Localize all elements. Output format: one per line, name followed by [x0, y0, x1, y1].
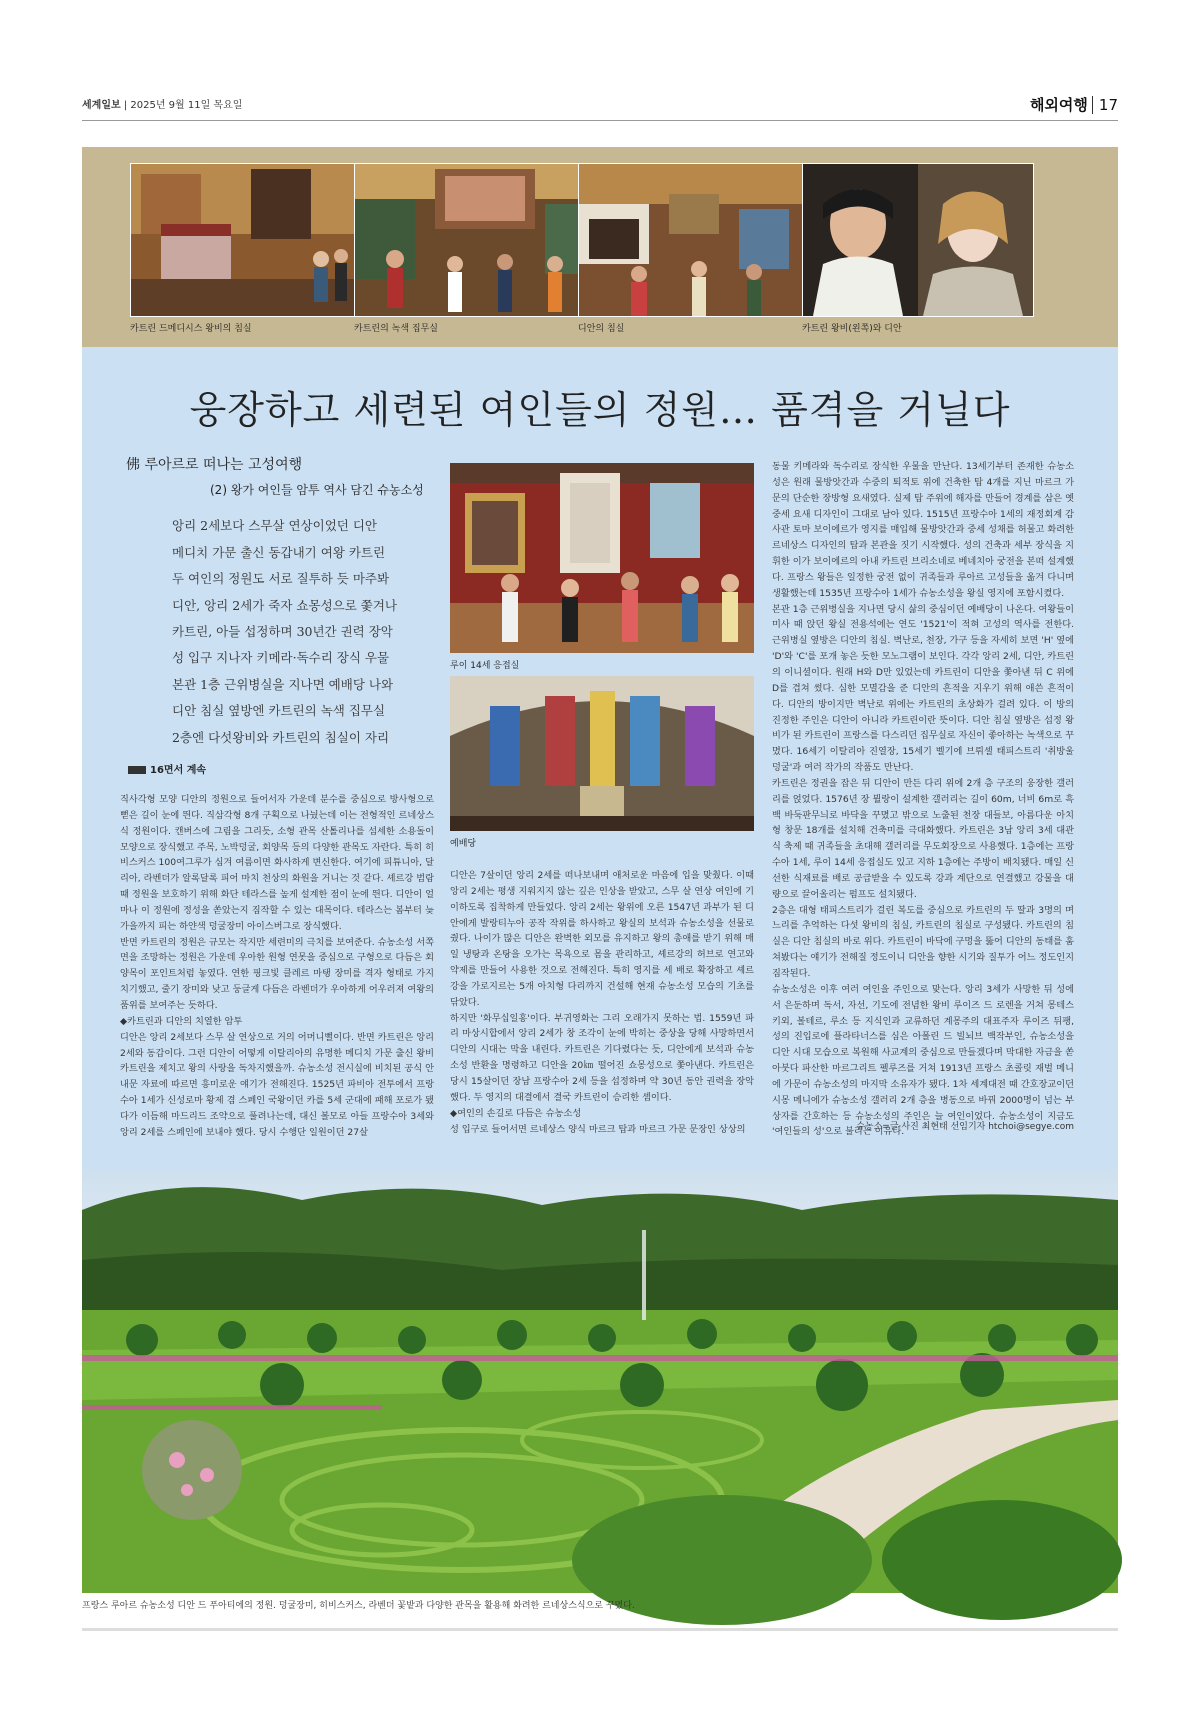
lead-line: 앙리 2세보다 스무살 연상이었던 디안	[172, 518, 377, 533]
caption-photo-3: 디안의 침실	[578, 324, 625, 334]
lead-line: 디안 침실 옆방엔 카트린의 녹색 집무실	[172, 703, 386, 718]
garden-caption: 프랑스 루아르 슈농소성 디안 드 푸아티에의 정원. 덩굴장미, 히비스커스, 라벤더 꽃밭과 다양한 관목을 활용해 화려한 르네상스식으로 꾸몄다.	[82, 1601, 635, 1611]
continued-label: 16면서 계속	[150, 765, 207, 776]
byline: 슈농소=글·사진 최현태 선임기자 htchoi@segye.com	[856, 1122, 1074, 1132]
bottom-rule	[82, 1628, 1118, 1631]
lead-line: 성 입구 지나자 키메라·독수리 장식 우물	[172, 650, 390, 665]
body-column-2: 디안은 7살이던 앙리 2세를 떠나보내며 애처로운 마음에 입을 맞췄다. 이때 앙리 2세는 평생 지워지지 않는 깊은 인상을 받았고, 스무 살 연상 여인에 기이하도록 집착하게 만들었다. 앙리 2세는 왕위에 오른 1547년 과부가 된 디안에게 발랑티누아 공작 작위를 하사하고 왕실의 보석과 슈농소성을 선물로 줬다. 나이가 많은 디안은 완벽한 외모를 유지하고 왕의 총애를 받기 위해 매일 냉탕과 온탕을 오가는 목욕으로 몸을 관리하고, 셰르강의 허브로 연고와 약제를 만들어 사용한 것으로 전해진다. 특히 영지를 세 배로 확장하고 셰르강을 가로지르는 5개 아치형 다리까지 건설해 현재 슈농소성 모습의 기초를 닦았다. 하지만 '화무십일홍'이다. 부귀영화는 그리 오래가지 못하는 법. 1559년 파리 마상시합에서 앙리 2세가 창 조각이 눈에 박히는 중상을 당해 사망하면서 디안의 시대는 막을 내린다. 카트린은 기다렸다는 듯, 디안에게 보석과 슈농소성 반환을 명령하고 디안을 20㎞ 떨어진 쇼몽성으로 쫓아낸다. 카트린은 당시 15살이던 장남 프랑수아 2세 등을 섭정하며 약 30년 동안 권력을 장악했다. 두 영지의 대결에서 결국 카트린이 승리한 셈이다. ◆여인의 손길로 다듬은 슈농소성 성 입구로 들어서면 르네상스 양식 마르크 탑과 마르크 가문 문장인 상상의	[450, 870, 754, 1135]
photo-chapel	[450, 676, 754, 831]
lead-line: 두 여인의 정원도 서로 질투하 듯 마주봐	[172, 571, 390, 586]
section-label	[1030, 94, 1118, 115]
photo-green-office	[354, 163, 586, 317]
page-number: 17	[1092, 96, 1118, 114]
caption-photo-4: 카트린 왕비(왼쪽)와 디안	[802, 324, 902, 334]
arrow-icon	[128, 766, 146, 774]
lead-block-1	[172, 513, 397, 646]
paper-name: 세계일보	[82, 100, 121, 111]
masthead	[82, 96, 242, 111]
caption-mid-photo-1: 루이 14세 응접실	[450, 661, 520, 671]
continued-note	[128, 761, 206, 776]
photo-diane-bedroom	[578, 163, 810, 317]
top-photo-band	[82, 147, 1118, 347]
caption-mid-photo-2: 예배당	[450, 839, 477, 849]
photo-catherine-bedroom	[130, 163, 362, 317]
body-column-3: 동물 키메라와 독수리로 장식한 우물을 만난다. 13세기부터 존재한 슈농소성은 원래 물방앗간과 수중의 퇴적토 위에 건축한 탑 4개를 지닌 마르크 가문의 단순한 장방형 요새였다. 실제 탑 주위에 해자를 만들어 경계를 삼은 옛 중세 요새 디자인이 그대로 남아 있다. 1515년 프랑수아 1세의 재정회계 감사관 토마 보이에르가 영지를 매입해 물방앗간과 중세 성채를 허물고 화려한 르네상스 디자인의 탑과 본관을 짓기 시작했다. 성의 건축과 세부 장식을 지휘한 이가 보이에르의 아내 카트린 브리소네로 베네치아 궁전을 본떠 설계했다. 프랑스 왕들은 일정한 궁전 없이 귀족들과 루아르 고성들을 옮겨 다니며 생활했는데 1535년 프랑수아 1세가 슈농소성을 왕실 영지에 포함시켰다. 본관 1층 근위병실을 지나면 당시 삶의 중심이던 예배당이 나온다. 여왕들이 미사 때 앉던 왕실 전용석에는 연도 '1521'이 적혀 고성의 역사를 전한다. 근위병실 옆방은 디안의 침실. 벽난로, 천장, 가구 등을 자세히 보면 'H' 옆에 'D'와 'C'를 포개 놓은 듯한 모노그램이 보인다. 각각 앙리 2세, 디안, 카트린의 이니셜이다. 원래 H와 D만 있었는데 카트린이 디안을 쫓아낸 뒤 C 위에 D를 겹쳐 썼다. 심한 모멸감을 준 디안의 흔적을 지우기 위해 애쓴 흔적이다. 디안의 방이지만 벽난로 위에는 카트린의 초상화가 걸려 있다. 이 방의 진정한 주인은 디안이 아니라 카트린이란 뜻이다. 디안 침실 옆방은 섭정 왕비가 된 카트린이 프랑스를 다스리던 집무실로 자신이 좋아하는 녹색으로 꾸몄다. 16세기 이탈리아 진열장, 15세기 벨기에 브뤼셀 태피스트리 '취방울덩굴'과 여러 작가의 작품도 만난다. 카트린은 정권을 잡은 뒤 디안이 만든 다리 위에 2개 층 구조의 웅장한 갤러리를 얹었다. 1576년 장 뷜랑이 설계한 갤러리는 길이 60m, 너비 6m로 흑백 바둑판무늬로 바닥을 꾸몄고 밖으로 노출된 천장 대들보, 아름다운 아치형 창문 18개를 설치해 건축미를 극대화했다. 카트린은 3남 앙리 3세 대관식 축제 때 귀족들을 초대해 갤러리를 무도회장으로 사용했다. 1층에는 프랑수아 1세, 루이 14세 응접실도 있고 지하 1층에는 주방이 배치됐다. 매일 신선한 식재료를 배로 공급받을 수 있도록 강과 계단으로 연결했고 강물을 대량으로 끌어올리는 펌프도 설치됐다. 2층은 대형 태피스트리가 걸린 복도를 중심으로 카트린의 두 딸과 3명의 며느리를 추억하는 다섯 왕비의 침실, 카트린의 침실로 구성됐다. 카트린의 침실은 디안 침실의 바로 위다. 카트린이 바닥에 구멍을 뚫어 디안의 동태를 훔쳐봤다는 얘기가 전해질 정도이니 디안을 향한 시기와 질투가 어느 정도인지 짐작된다. 슈농소성은 이후 여러 여인을 주인으로 맞는다. 앙리 3세가 사망한 뒤 성에서 은둔하며 독서, 자선, 기도에 전념한 왕비 루이즈 드 로렌을 거쳐 몽테스키외, 볼테르, 루소 등 지식인과 교류하던 계몽주의 대표주자 루이즈 뒤팽, 성의 진입로에 플라타너스를 심은 아폴린 드 빌뇌브 백작부인, 슈농소성을 디안 시대 모습으로 복원해 사교계의 중심으로 만들겠다며 막대한 자금을 쏟아붓다 파산한 마르그리트 펠루즈를 거쳐 1913년 프랑스 초콜릿 재벌 메니에 가문이 슈농소성의 마지막 소유자가 됐다. 1차 세계대전 때 간호장교이던 시몽 메니에가 슈농소성 갤러리 2개 층을 병동으로 바꿔 2000명이 넘는 부상자를 간호하는 등 슈농소성의 주인은 늘 여인이었다. 슈농소성이 지금도 '여인들의 성'으로 불리는 이유다.	[772, 461, 1074, 1138]
issue-date: | 2025년 9월 11일 목요일	[123, 100, 243, 111]
subkicker: (2) 왕가 여인들 암투 역사 담긴 슈농소성	[210, 483, 424, 497]
lead-line: 2층엔 다섯왕비와 카트린의 침실이 자리	[172, 729, 390, 745]
kicker: 佛 루아르로 떠나는 고성여행	[126, 457, 303, 473]
section-name: 해외여행	[1029, 96, 1088, 114]
body-column-1: 직사각형 모양 디안의 정원으로 들어서자 가운데 분수를 중심으로 방사형으로 뻗은 길이 눈에 띈다. 직삼각형 8개 구획으로 나눴는데 이는 전형적인 르네상스식 정원이다. 캔버스에 그림을 그리듯, 소형 관목 산톨리나를 섬세한 소용돌이 모양으로 장식했고 주목, 노박덩굴, 회양목 등의 다양한 관목도 자란다. 특히 히비스커스 100여그루가 심겨 여름이면 화사하게 변신한다. 여기에 피튜니아, 달리아, 라벤더가 알록달록 피어 마치 천상의 화원을 거니는 것 같다. 셰르강 범람 때 정원을 보호하기 위해 화단 테라스를 높게 설계한 점이 눈에 띈다. 디안이 얼마나 이 정원에 정성을 쏟았는지 짐작할 수 있는 대목이다. 테라스는 봄부터 늦가을까지 피는 하얀색 덩굴장미 아이스버그로 장식했다. 반면 카트린의 정원은 규모는 작지만 세련미의 극치를 보여준다. 슈농소성 서쪽 면을 조망하는 정원은 가운데 우아한 원형 연못을 중심으로 구형으로 다듬은 회양목이 포인트처럼 놓였다. 연한 핑크빛 클레르 마탱 장미를 격자 형태로 가지치기했고, 줄기 장미와 낮고 둥글게 다듬은 라벤더가 우아하게 어우러져 여왕의 품위를 보여주는 듯하다. ◆카트린과 디안의 치열한 암투 디안은 앙리 2세보다 스무 살 연상으로 거의 어머니뻘이다. 반면 카트린은 앙리 2세와 동갑이다. 그런 디안이 어떻게 이탈리아의 유명한 메디치 가문 출신 왕비 카트린을 제치고 왕의 사랑을 독차지했을까. 슈농소성 전시실에 비치된 공식 안내문 자료에 따르면 흥미로운 얘기가 전해진다. 1525년 파비아 전투에서 프랑수아 1세가 신성로마 황제 겸 스페인 국왕이던 카를 5세 군대에 패해 포로가 됐다가 이듬해 마드리드 조약으로 풀려나는데, 대신 볼모로 아들 프랑수아 3세와 앙리 2세를 스페인에 보내야 했다. 당시 수행단 일원이던 27살	[120, 794, 434, 1138]
photo-portraits	[802, 163, 1034, 317]
caption-photo-1: 카트린 드메디시스 왕비의 침실	[130, 324, 252, 334]
photo-louis14-salon	[450, 463, 754, 653]
lead-block-2	[172, 645, 393, 751]
lead-line: 카트린, 아들 섭정하며 30년간 권력 장악	[172, 624, 393, 639]
header-rule	[82, 120, 1118, 121]
lead-line: 본관 1층 근위병실을 지나면 예배당 나와	[172, 676, 394, 692]
lead-line: 디안, 앙리 2세가 죽자 쇼몽성으로 쫓겨나	[172, 597, 397, 613]
headline: 웅장하고 세련된 여인들의 정원… 품격을 거닐다	[189, 388, 1011, 432]
photo-diane-garden	[82, 1170, 1118, 1593]
article-panel	[82, 347, 1118, 1170]
caption-photo-2: 카트린의 녹색 집무실	[354, 324, 438, 334]
lead-line: 메디치 가문 출신 동갑내기 여왕 카트린	[172, 544, 386, 560]
